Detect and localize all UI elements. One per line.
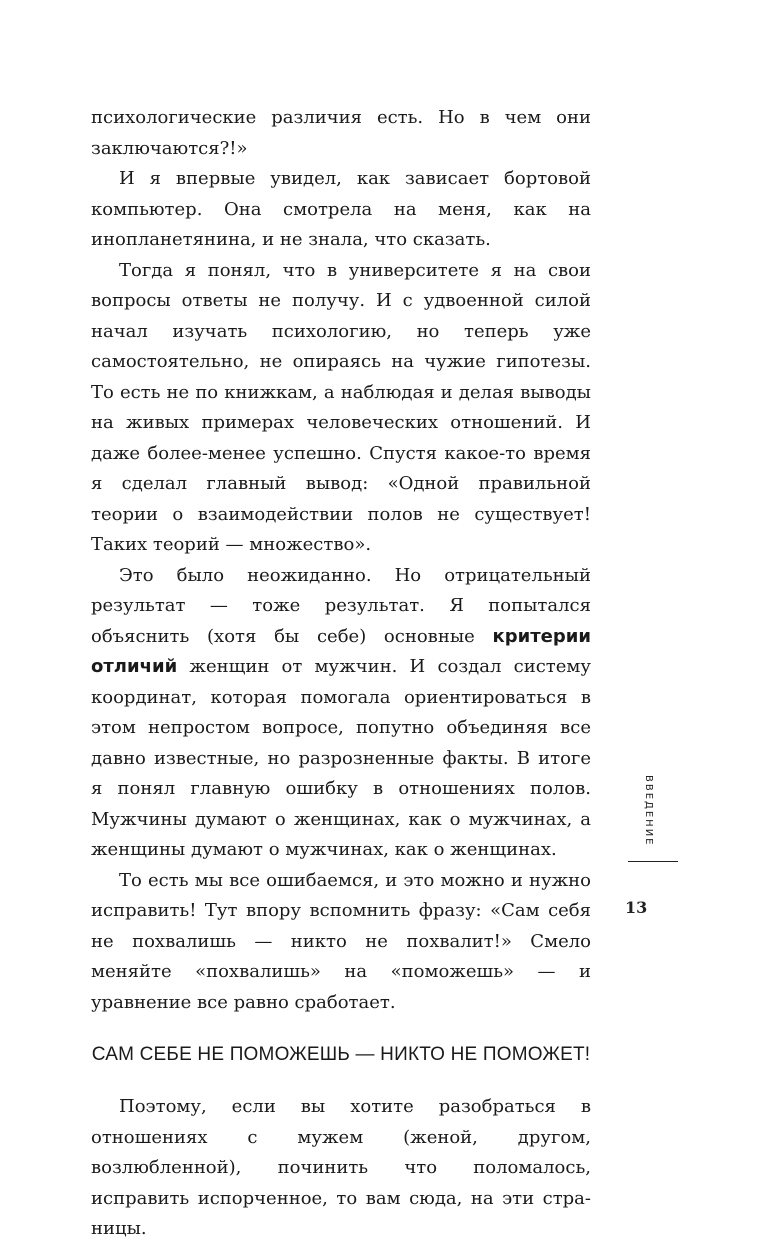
paragraph: И я впервые увидел, как зависает бортовой компьютер. Она смотрела на меня, как на инопланетянина, и не знала, что сказать. [91, 168, 591, 250]
paragraph: То есть мы все ошибаемся, и это можно и нужно исправить! Тут впору вспомнить фразу: «Сам себя не похвалишь — никто не похвалит!» Смело меняйте «похвалишь» на «поможешь» — и уравнение все равно сработает. [91, 869, 591, 1013]
paragraph-text-end: женщин от мужчин. И создал систему координат, которая помогала ориентироваться в этом непростом вопросе, попутно объединяя все давно известные, но разрозненные факты. В итоге я понял главную ошибку в отношениях полов. Мужчины думают о женщинах, как о мужчинах, а женщины думают о мужчинах, как о женщинах. [91, 656, 591, 860]
page-number: 13 [625, 898, 648, 917]
emphasis-term: критерии отличий [91, 625, 591, 677]
paragraph: Тогда я понял, что в университете я на свои вопросы ответы не получу. И с удвоенной силой начал изучать психологию, но теперь уже самостоятельно, не опираясь на чужие гипотезы. То есть не по книжкам, а наблюдая и делая выводы на живых примерах человеческих отношений. И даже более-менее успешно. Спустя какое-то время я сделал главный вывод: «Одной правильной теории о взаимодействии полов не существует! Таких теорий — множество». [91, 259, 591, 555]
paragraph-text-start: Это было неожиданно. Но отрицательный результат — тоже результат. Я попытался объяснить (хотя бы себе) основные [91, 564, 591, 647]
divider-rule [628, 861, 678, 862]
section-heading: САМ СЕБЕ НЕ ПОМОЖЕШЬ — НИКТО НЕ ПОМОЖЕТ! [91, 1044, 591, 1065]
running-section-label: ВВЕДЕНИЕ [643, 775, 654, 847]
body-text [91, 103, 591, 1245]
paragraph: Поэтому, если вы хотите разобраться в отношениях с мужем (женой, другом, возлюбленной), починить что поломалось, исправить испорченное, то вам сюда, на эти страницы. [91, 1096, 591, 1239]
paragraph-with-emphasis [91, 561, 591, 866]
paragraph-continued: психологические различия есть. Но в чем они заключаются?!» [91, 107, 591, 159]
